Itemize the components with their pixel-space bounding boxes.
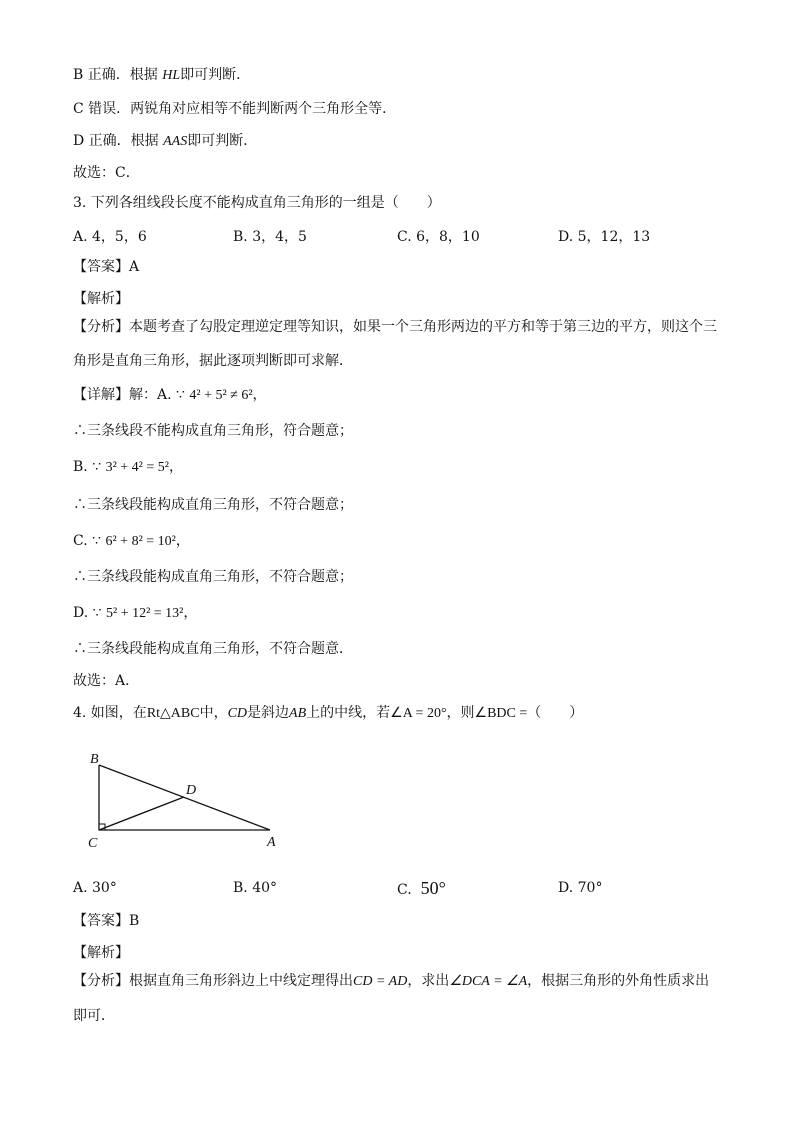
fenxi-tag: 【分析】 bbox=[73, 973, 129, 989]
fenxi-text: 本题考查了勾股定理逆定理等知识，如果一个三角形两边的平方和等于第三边的平方，则这个三角形是直角三角形，据此逐项判断即可求解． bbox=[73, 319, 717, 369]
q4-fenxi bbox=[73, 964, 723, 1033]
triangle-figure bbox=[80, 745, 300, 860]
q3-analysis-tag: 【解析】 bbox=[73, 291, 129, 307]
option-c-value: 50° bbox=[420, 878, 446, 898]
math-expression: 5² + 12² = 13² bbox=[106, 606, 184, 621]
text-b-correct bbox=[73, 66, 250, 85]
math-angle-a: ∠A = 20° bbox=[390, 706, 447, 721]
label-c: C bbox=[88, 836, 98, 851]
q3-result-c: ∴三条线段能构成直角三角形，不符合题意； bbox=[73, 569, 353, 585]
q4-option-d: D. 70° bbox=[558, 880, 603, 896]
q4-stem bbox=[73, 704, 583, 723]
q3-option-d: D. 5，12，13 bbox=[558, 229, 651, 245]
text-segment: D 正确．根据 bbox=[73, 133, 164, 149]
text-segment: D. ∵ bbox=[73, 605, 102, 621]
label-a: A bbox=[267, 835, 276, 850]
text-segment: ，则 bbox=[446, 705, 475, 721]
text-segment: ，根据三角形的外角性质求出即可． bbox=[73, 973, 710, 1024]
fenxi-tag: 【分析】 bbox=[73, 319, 129, 335]
q3-choose: 故选：A． bbox=[73, 673, 140, 689]
q3-detail-b bbox=[73, 458, 183, 477]
text-d-correct bbox=[73, 132, 257, 151]
text-segment: 解：A. ∵ bbox=[129, 387, 185, 403]
detail-tag: 【详解】 bbox=[73, 387, 129, 403]
math-expression: 3² + 4² = 5² bbox=[105, 460, 169, 475]
math-hl: HL bbox=[162, 68, 181, 83]
math-aas: AAS bbox=[163, 134, 188, 149]
text-segment: ， bbox=[183, 605, 198, 621]
q3-result-a: ∴三条线段不能构成直角三角形，符合题意； bbox=[73, 423, 353, 439]
q3-detail-c bbox=[73, 532, 190, 551]
text-segment: 中， bbox=[199, 705, 228, 721]
label-b: B bbox=[90, 752, 99, 767]
text-segment: C. ∵ bbox=[73, 533, 102, 549]
text-segment: B 正确．根据 bbox=[73, 67, 163, 83]
q4-answer bbox=[73, 912, 139, 930]
math-angle-bdc: ∠BDC = bbox=[474, 706, 528, 721]
math-rt-abc: Rt△ABC bbox=[146, 706, 200, 721]
text-segment: 是斜边 bbox=[247, 705, 290, 721]
q3-result-d: ∴三条线段能构成直角三角形，不符合题意． bbox=[73, 641, 353, 657]
text-choose-c: 故选：C． bbox=[73, 165, 140, 181]
q3-result-b: ∴三条线段能构成直角三角形，不符合题意； bbox=[73, 497, 353, 513]
q3-answer bbox=[73, 258, 139, 276]
q3-option-c: C. 6，8，10 bbox=[397, 229, 480, 245]
option-letter: C. bbox=[397, 882, 412, 898]
math-expression: 4² + 5² ≠ 6² bbox=[189, 388, 253, 403]
text-segment: 上的中线，若 bbox=[306, 705, 391, 721]
math-expression: 6² + 8² = 10² bbox=[105, 534, 176, 549]
text-segment: B. ∵ bbox=[73, 459, 102, 475]
text-segment: ， bbox=[168, 459, 183, 475]
text-segment: ， bbox=[175, 533, 190, 549]
math-ab: AB bbox=[289, 706, 307, 721]
q4-option-a: A. 30° bbox=[73, 880, 117, 896]
q3-stem: 3. 下列各组线段长度不能构成直角三角形的一组是（ ） bbox=[73, 195, 441, 211]
text-segment: 4. 如图，在 bbox=[73, 705, 147, 721]
answer-value: A bbox=[129, 259, 140, 275]
q3-option-a: A. 4，5，6 bbox=[73, 229, 147, 245]
math-angle-dca: ∠DCA = ∠A bbox=[449, 974, 528, 989]
q3-detail-a bbox=[73, 386, 267, 405]
answer-tag: 【答案】 bbox=[73, 913, 129, 929]
answer-value: B bbox=[129, 913, 140, 929]
text-segment: ， bbox=[252, 387, 267, 403]
text-segment: 根据直角三角形斜边上中线定理得出 bbox=[129, 973, 353, 989]
math-cd: CD bbox=[227, 706, 248, 721]
text-segment: 即可判断． bbox=[187, 133, 258, 149]
text-segment: 即可判断． bbox=[180, 67, 251, 83]
answer-tag: 【答案】 bbox=[73, 259, 129, 275]
label-d: D bbox=[186, 783, 197, 798]
segment-cd bbox=[99, 797, 184, 830]
q4-analysis-tag: 【解析】 bbox=[73, 945, 129, 961]
q4-option-b: B. 40° bbox=[233, 880, 278, 896]
q3-option-b: B. 3，4，5 bbox=[233, 229, 307, 245]
text-c-wrong: C 错误．两锐角对应相等不能判断两个三角形全等． bbox=[73, 101, 397, 117]
text-segment: ，求出 bbox=[407, 973, 450, 989]
text-segment: （ ） bbox=[527, 705, 584, 721]
q3-fenxi bbox=[73, 310, 723, 378]
q3-detail-d bbox=[73, 604, 197, 623]
math-cd-ad: CD = AD bbox=[353, 974, 408, 989]
q4-option-c bbox=[397, 878, 446, 899]
